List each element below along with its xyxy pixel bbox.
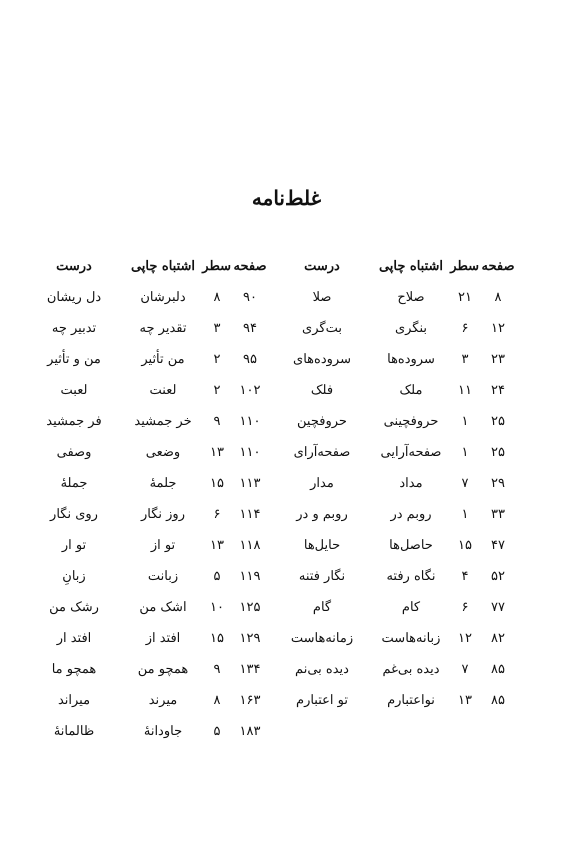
table-row xyxy=(27,378,267,409)
cell-line: ۵ xyxy=(213,569,221,584)
cell-correct: بت‌گری xyxy=(302,321,342,336)
table-row xyxy=(275,688,515,719)
cell-line: ۸ xyxy=(213,290,221,305)
cell-line: ۲ xyxy=(213,352,221,367)
table-row xyxy=(27,471,267,502)
cell-wrong: بنگری xyxy=(394,321,428,336)
header-line: سطر xyxy=(450,259,479,274)
cell-page: ۱۱۹ xyxy=(239,569,261,584)
cell-line: ۱۱ xyxy=(458,383,472,398)
cell-wrong: حروفچینی xyxy=(383,414,439,429)
cell-wrong: نواعتبارم xyxy=(387,693,435,708)
table-row xyxy=(275,378,515,409)
cell-wrong: افتد از xyxy=(145,631,181,646)
table-row xyxy=(27,285,267,316)
cell-line: ۶ xyxy=(461,600,469,615)
cell-correct: روی نگار xyxy=(50,507,98,522)
cell-wrong: سروده‌ها xyxy=(387,352,435,367)
cell-line: ۶ xyxy=(213,507,221,522)
header-line: سطر xyxy=(202,259,231,274)
cell-correct: صلا xyxy=(312,290,332,305)
table-row xyxy=(275,440,515,471)
cell-page: ۱۱۳ xyxy=(239,476,261,491)
cell-correct: زبانِ xyxy=(62,569,86,584)
cell-correct: همچو ما xyxy=(51,662,97,677)
cell-correct: تو ار xyxy=(61,538,87,553)
cell-wrong: میرند xyxy=(148,693,178,708)
cell-correct: نگار فتنه xyxy=(298,569,346,584)
cell-page: ۱۱۸ xyxy=(239,538,261,553)
table-row xyxy=(27,595,267,626)
cell-line: ۹ xyxy=(213,414,221,429)
cell-correct: سروده‌های xyxy=(293,352,351,367)
cell-correct: تدبیر چه xyxy=(51,321,97,336)
header-correct: درست xyxy=(304,259,340,274)
cell-wrong: خر جمشید xyxy=(134,414,192,429)
cell-wrong: همچو من xyxy=(137,662,189,677)
cell-line: ۴ xyxy=(461,569,469,584)
cell-page: ۱۲ xyxy=(491,321,505,336)
header-correct: درست xyxy=(56,259,92,274)
cell-wrong: مداد xyxy=(399,476,423,491)
cell-correct: فلک xyxy=(310,383,334,398)
cell-line: ۱ xyxy=(461,445,469,460)
cell-line: ۸ xyxy=(213,693,221,708)
table-row xyxy=(275,626,515,657)
cell-correct: گام xyxy=(312,600,332,615)
table-row xyxy=(275,409,515,440)
cell-line: ۱ xyxy=(461,507,469,522)
cell-page: ۳۳ xyxy=(491,507,505,522)
page-title: غلط‌نامه xyxy=(251,186,322,210)
cell-wrong: دیده بی‌غم xyxy=(382,662,440,677)
cell-wrong: دلبرشان xyxy=(140,290,186,305)
cell-wrong: صفحه‌آرایی xyxy=(380,445,442,460)
table-row xyxy=(27,409,267,440)
cell-correct: فر جمشید xyxy=(46,414,102,429)
cell-line: ۱۳ xyxy=(210,538,224,553)
header-wrong: اشتباه چاپی xyxy=(130,259,196,274)
cell-correct: زمانه‌هاست xyxy=(290,631,354,646)
cell-correct: لعبت xyxy=(60,383,88,398)
table-row xyxy=(275,533,515,564)
cell-wrong: حاصل‌ها xyxy=(389,538,433,553)
header-wrong: اشتباه چاپی xyxy=(378,259,444,274)
cell-page: ۱۸۳ xyxy=(239,724,261,739)
cell-correct: وصفی xyxy=(56,445,92,460)
table-row xyxy=(27,347,267,378)
cell-line: ۲۱ xyxy=(458,290,472,305)
cell-wrong: زبانه‌هاست xyxy=(381,631,441,646)
cell-page: ۴۷ xyxy=(491,538,505,553)
cell-page: ۱۱۰ xyxy=(239,445,261,460)
errata-table-right xyxy=(275,254,515,719)
cell-wrong: روز نگار xyxy=(140,507,185,522)
cell-correct: ظالمانهٔ xyxy=(53,724,95,739)
cell-wrong: اشک من xyxy=(139,600,187,615)
cell-page: ۱۲۵ xyxy=(239,600,261,615)
cell-line: ۱۵ xyxy=(458,538,472,553)
cell-page: ۱۲۹ xyxy=(239,631,261,646)
table-row xyxy=(27,626,267,657)
cell-correct: مدار xyxy=(310,476,334,491)
cell-page: ۱۶۳ xyxy=(239,693,261,708)
cell-page: ۱۰۲ xyxy=(239,383,261,398)
cell-wrong: زبانت xyxy=(147,569,179,584)
cell-page: ۲۳ xyxy=(491,352,505,367)
cell-correct: من و تأثیر xyxy=(47,352,101,367)
table-row xyxy=(27,533,267,564)
cell-wrong: جاودانهٔ xyxy=(143,724,183,739)
cell-page: ۸۵ xyxy=(491,662,505,677)
errata-table-left xyxy=(27,254,267,750)
cell-line: ۱۲ xyxy=(458,631,472,646)
table-row xyxy=(275,471,515,502)
table-row xyxy=(275,316,515,347)
table-header xyxy=(275,254,515,285)
cell-page: ۱۳۴ xyxy=(239,662,261,677)
table-row xyxy=(27,440,267,471)
table-row xyxy=(27,657,267,688)
table-row xyxy=(275,564,515,595)
cell-page: ۹۴ xyxy=(243,321,257,336)
cell-correct: تو اعتبارم xyxy=(296,693,348,708)
cell-wrong: ملک xyxy=(399,383,423,398)
cell-page: ۱۱۴ xyxy=(239,507,261,522)
cell-correct: افتد ار xyxy=(56,631,92,646)
cell-page: ۸۵ xyxy=(491,693,505,708)
cell-wrong: روبم در xyxy=(390,507,432,522)
cell-page: ۸۲ xyxy=(491,631,505,646)
cell-page: ۷۷ xyxy=(491,600,505,615)
cell-page: ۲۹ xyxy=(491,476,505,491)
cell-line: ۱۳ xyxy=(210,445,224,460)
cell-correct: جملهٔ xyxy=(60,476,88,491)
header-page: صفحه xyxy=(481,259,515,274)
cell-wrong: کام xyxy=(401,600,421,615)
cell-line: ۳ xyxy=(461,352,469,367)
cell-wrong: من تأثیر xyxy=(141,352,185,367)
table-row xyxy=(275,657,515,688)
cell-wrong: تو از xyxy=(150,538,176,553)
cell-line: ۱ xyxy=(461,414,469,429)
cell-correct: دیده بی‌نم xyxy=(295,662,349,677)
cell-page: ۹۰ xyxy=(243,290,257,305)
cell-line: ۱۰ xyxy=(210,600,224,615)
header-page: صفحه xyxy=(233,259,267,274)
table-row xyxy=(275,347,515,378)
cell-page: ۲۵ xyxy=(491,445,505,460)
cell-line: ۵ xyxy=(213,724,221,739)
cell-correct: میراند xyxy=(57,693,91,708)
cell-line: ۱۳ xyxy=(458,693,472,708)
cell-line: ۱۵ xyxy=(210,631,224,646)
cell-line: ۳ xyxy=(213,321,221,336)
table-row xyxy=(27,316,267,347)
cell-line: ۱۵ xyxy=(210,476,224,491)
cell-wrong: لعنت xyxy=(149,383,177,398)
cell-wrong: وضعی xyxy=(145,445,181,460)
table-row xyxy=(27,502,267,533)
cell-correct: حایل‌ها xyxy=(303,538,341,553)
table-row xyxy=(275,285,515,316)
cell-correct: روبم و در xyxy=(296,507,348,522)
cell-wrong: صلاح xyxy=(397,290,425,305)
cell-correct: دل ریشان xyxy=(46,290,102,305)
cell-page: ۵۲ xyxy=(491,569,505,584)
cell-page: ۲۴ xyxy=(491,383,505,398)
table-row xyxy=(27,564,267,595)
cell-wrong: تقدیر چه xyxy=(139,321,187,336)
cell-correct: حروفچین xyxy=(297,414,347,429)
cell-line: ۷ xyxy=(461,662,469,677)
cell-line: ۲ xyxy=(213,383,221,398)
cell-line: ۶ xyxy=(461,321,469,336)
cell-line: ۹ xyxy=(213,662,221,677)
cell-line: ۷ xyxy=(461,476,469,491)
cell-page: ۸ xyxy=(494,290,502,305)
cell-correct: صفحه‌آرای xyxy=(293,445,351,460)
table-header xyxy=(27,254,267,285)
cell-correct: رشک من xyxy=(49,600,99,615)
table-row xyxy=(275,502,515,533)
table-row xyxy=(275,595,515,626)
cell-page: ۲۵ xyxy=(491,414,505,429)
cell-wrong: نگاه رفته xyxy=(386,569,436,584)
table-row xyxy=(27,719,267,750)
table-row xyxy=(27,688,267,719)
cell-page: ۱۱۰ xyxy=(239,414,261,429)
cell-page: ۹۵ xyxy=(243,352,257,367)
cell-wrong: جلمهٔ xyxy=(149,476,177,491)
